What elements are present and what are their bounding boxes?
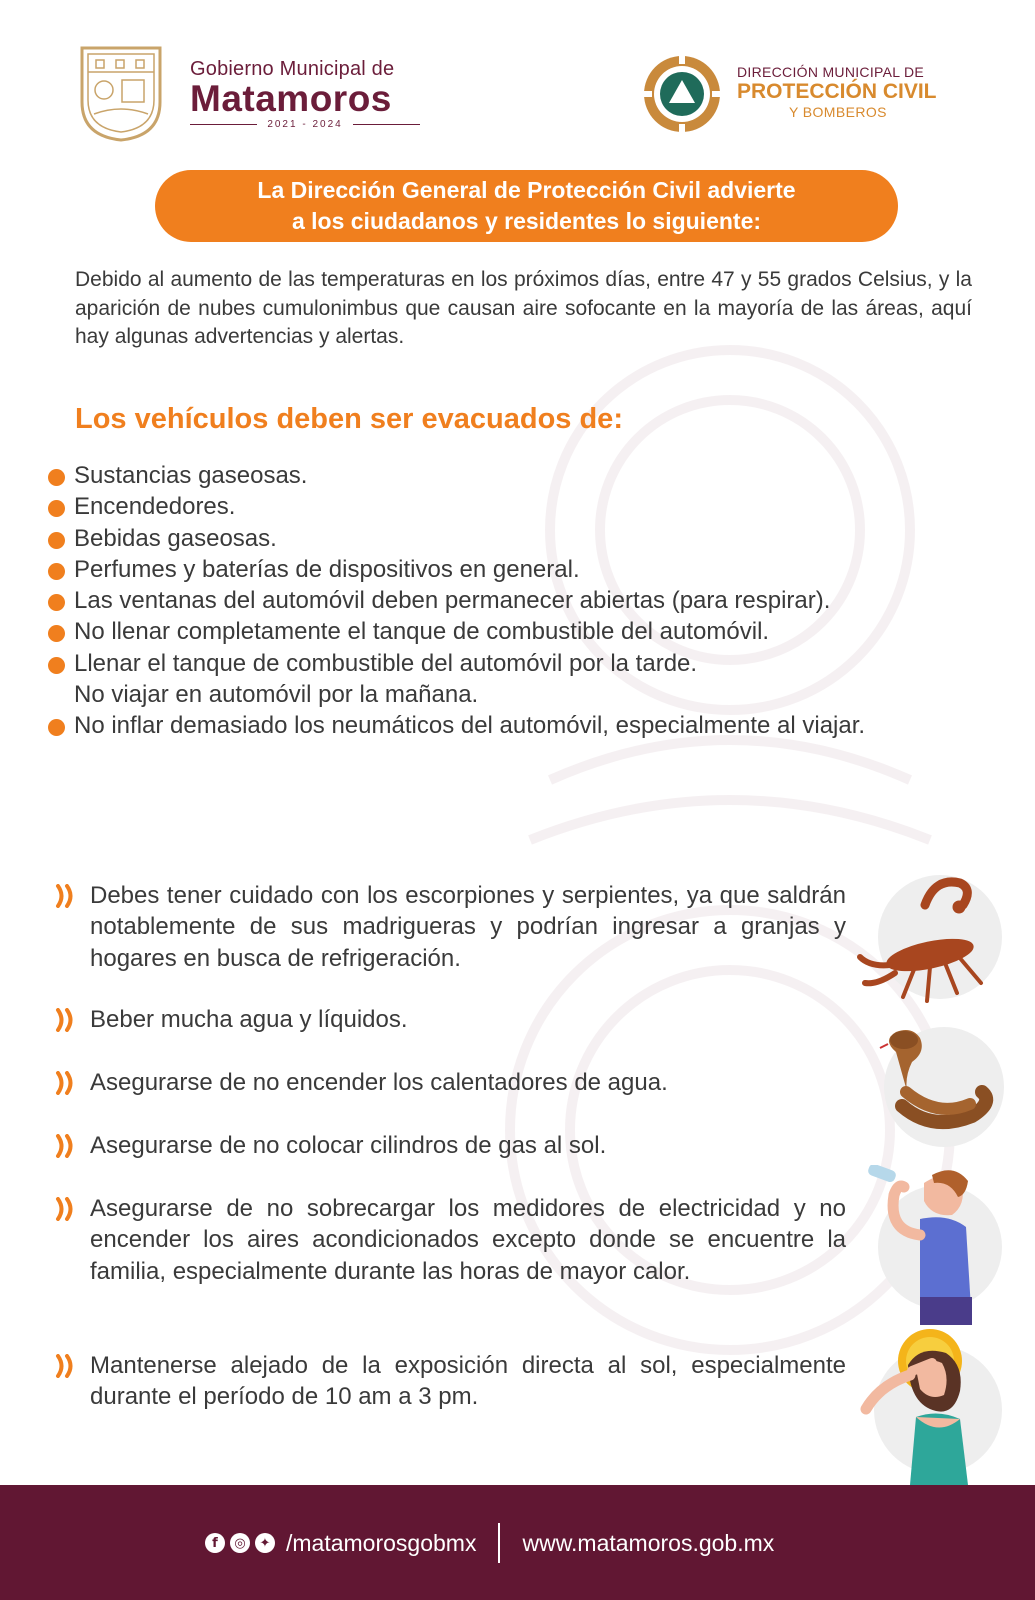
- gov-title-line1: Gobierno Municipal de: [190, 58, 395, 80]
- cobra-snake-icon: [862, 1022, 1007, 1152]
- government-title: [190, 58, 420, 130]
- list-item: No inflar demasiado los neumáticos del automóvil, especialmente al viajar.: [48, 710, 978, 741]
- matamoros-coat-of-arms-logo: [78, 44, 164, 142]
- advice-item: [55, 1350, 855, 1413]
- advice-text: Mantenerse alejado de la exposición directa al sol, especialmente durante el período de 10 am a 3 pm.: [90, 1352, 846, 1411]
- header: [0, 0, 1035, 160]
- pc-title-line3: Y BOMBEROS: [789, 104, 887, 120]
- banner-line2: a los ciudadanos y residentes lo siguiente:: [291, 208, 762, 234]
- bullet-dot-icon: [48, 719, 65, 736]
- list-item: Encendedores.: [48, 491, 978, 522]
- woman-in-sun-heat-icon: [850, 1325, 1005, 1485]
- website-link[interactable]: www.matamoros.gob.mx: [522, 1529, 775, 1556]
- double-chevron-icon: [55, 884, 79, 908]
- section-title: Los vehículos deben ser evacuados de:: [75, 403, 623, 435]
- list-item: Llenar el tanque de combustible del automóvil por la tarde. No viajar en automóvil por la mañana.: [48, 648, 978, 711]
- gov-years: 2021 - 2024: [267, 119, 343, 130]
- scorpion-icon: [855, 875, 1005, 1010]
- double-chevron-icon: [55, 1354, 79, 1378]
- intro-paragraph: Debido al aumento de las temperaturas en los próximos días, entre 47 y 55 grados Celsius, y la aparición de nubes cumulonimbus que causan aire sofocante en la mayoría de las áreas, aquí hay algunas advertencias y alertas.: [75, 268, 972, 348]
- advice-text: Asegurarse de no encender los calentadores de agua.: [90, 1069, 668, 1096]
- advice-text: Debes tener cuidado con los escorpiones y serpientes, ya que saldrán notablemente de sus madrigueras y podrían ingresar a granjas y hogares en busca de refrigeración.: [90, 882, 846, 972]
- bullet-dot-icon: [48, 532, 65, 549]
- proteccion-civil-title: [737, 64, 967, 120]
- bullet-dot-icon: [48, 469, 65, 486]
- double-chevron-icon: [55, 1008, 79, 1032]
- banner-line1: La Dirección General de Protección Civil advierte: [257, 177, 796, 203]
- facebook-icon[interactable]: f: [205, 1533, 225, 1553]
- double-chevron-icon: [55, 1197, 79, 1221]
- instagram-icon[interactable]: ◎: [230, 1533, 250, 1553]
- advice-item: [55, 1004, 855, 1035]
- social-handle-link[interactable]: /matamorosgobmx: [286, 1529, 477, 1556]
- advice-item: [55, 1130, 855, 1161]
- pc-title-line1: DIRECCIÓN MUNICIPAL DE: [737, 64, 925, 80]
- gov-title-line2: Matamoros: [190, 78, 392, 119]
- advice-text: Asegurarse de no sobrecargar los medidores de electricidad y no encender los aires acondicionados excepto donde se encuentre la familia, especialmente durante las horas de mayor calor.: [90, 1195, 846, 1285]
- advice-item: [55, 1193, 855, 1287]
- bullet-dot-icon: [48, 563, 65, 580]
- list-item: No llenar completamente el tanque de combustible del automóvil.: [48, 616, 978, 647]
- footer-contact: [205, 1523, 774, 1563]
- list-item: Bebidas gaseosas.: [48, 523, 978, 554]
- double-chevron-icon: [55, 1071, 79, 1095]
- advice-text: Asegurarse de no colocar cilindros de gas al sol.: [90, 1132, 607, 1159]
- twitter-icon[interactable]: ✦: [255, 1533, 275, 1553]
- bullet-dot-icon: [48, 657, 65, 674]
- advice-item: [55, 1067, 855, 1098]
- gov-years-row: [190, 119, 420, 130]
- warning-banner: [155, 170, 898, 242]
- double-chevron-icon: [55, 1134, 79, 1158]
- person-drinking-water-icon: [858, 1165, 1003, 1325]
- proteccion-civil-logo: [640, 52, 724, 136]
- list-item-extra-line: No viajar en automóvil por la mañana.: [74, 681, 479, 709]
- list-item: Sustancias gaseosas.: [48, 460, 978, 491]
- advice-item: [55, 880, 855, 974]
- footer: [0, 1485, 1035, 1600]
- advice-text: Beber mucha agua y líquidos.: [90, 1006, 408, 1033]
- list-item: Perfumes y baterías de dispositivos en general.: [48, 554, 978, 585]
- bullet-dot-icon: [48, 594, 65, 611]
- list-item: Las ventanas del automóvil deben permanecer abiertas (para respirar).: [48, 585, 978, 616]
- pc-title-line2: PROTECCIÓN CIVIL: [737, 80, 937, 103]
- vehicle-items-list: [48, 460, 978, 742]
- bullet-dot-icon: [48, 625, 65, 642]
- footer-divider: [498, 1523, 500, 1563]
- bullet-dot-icon: [48, 500, 65, 517]
